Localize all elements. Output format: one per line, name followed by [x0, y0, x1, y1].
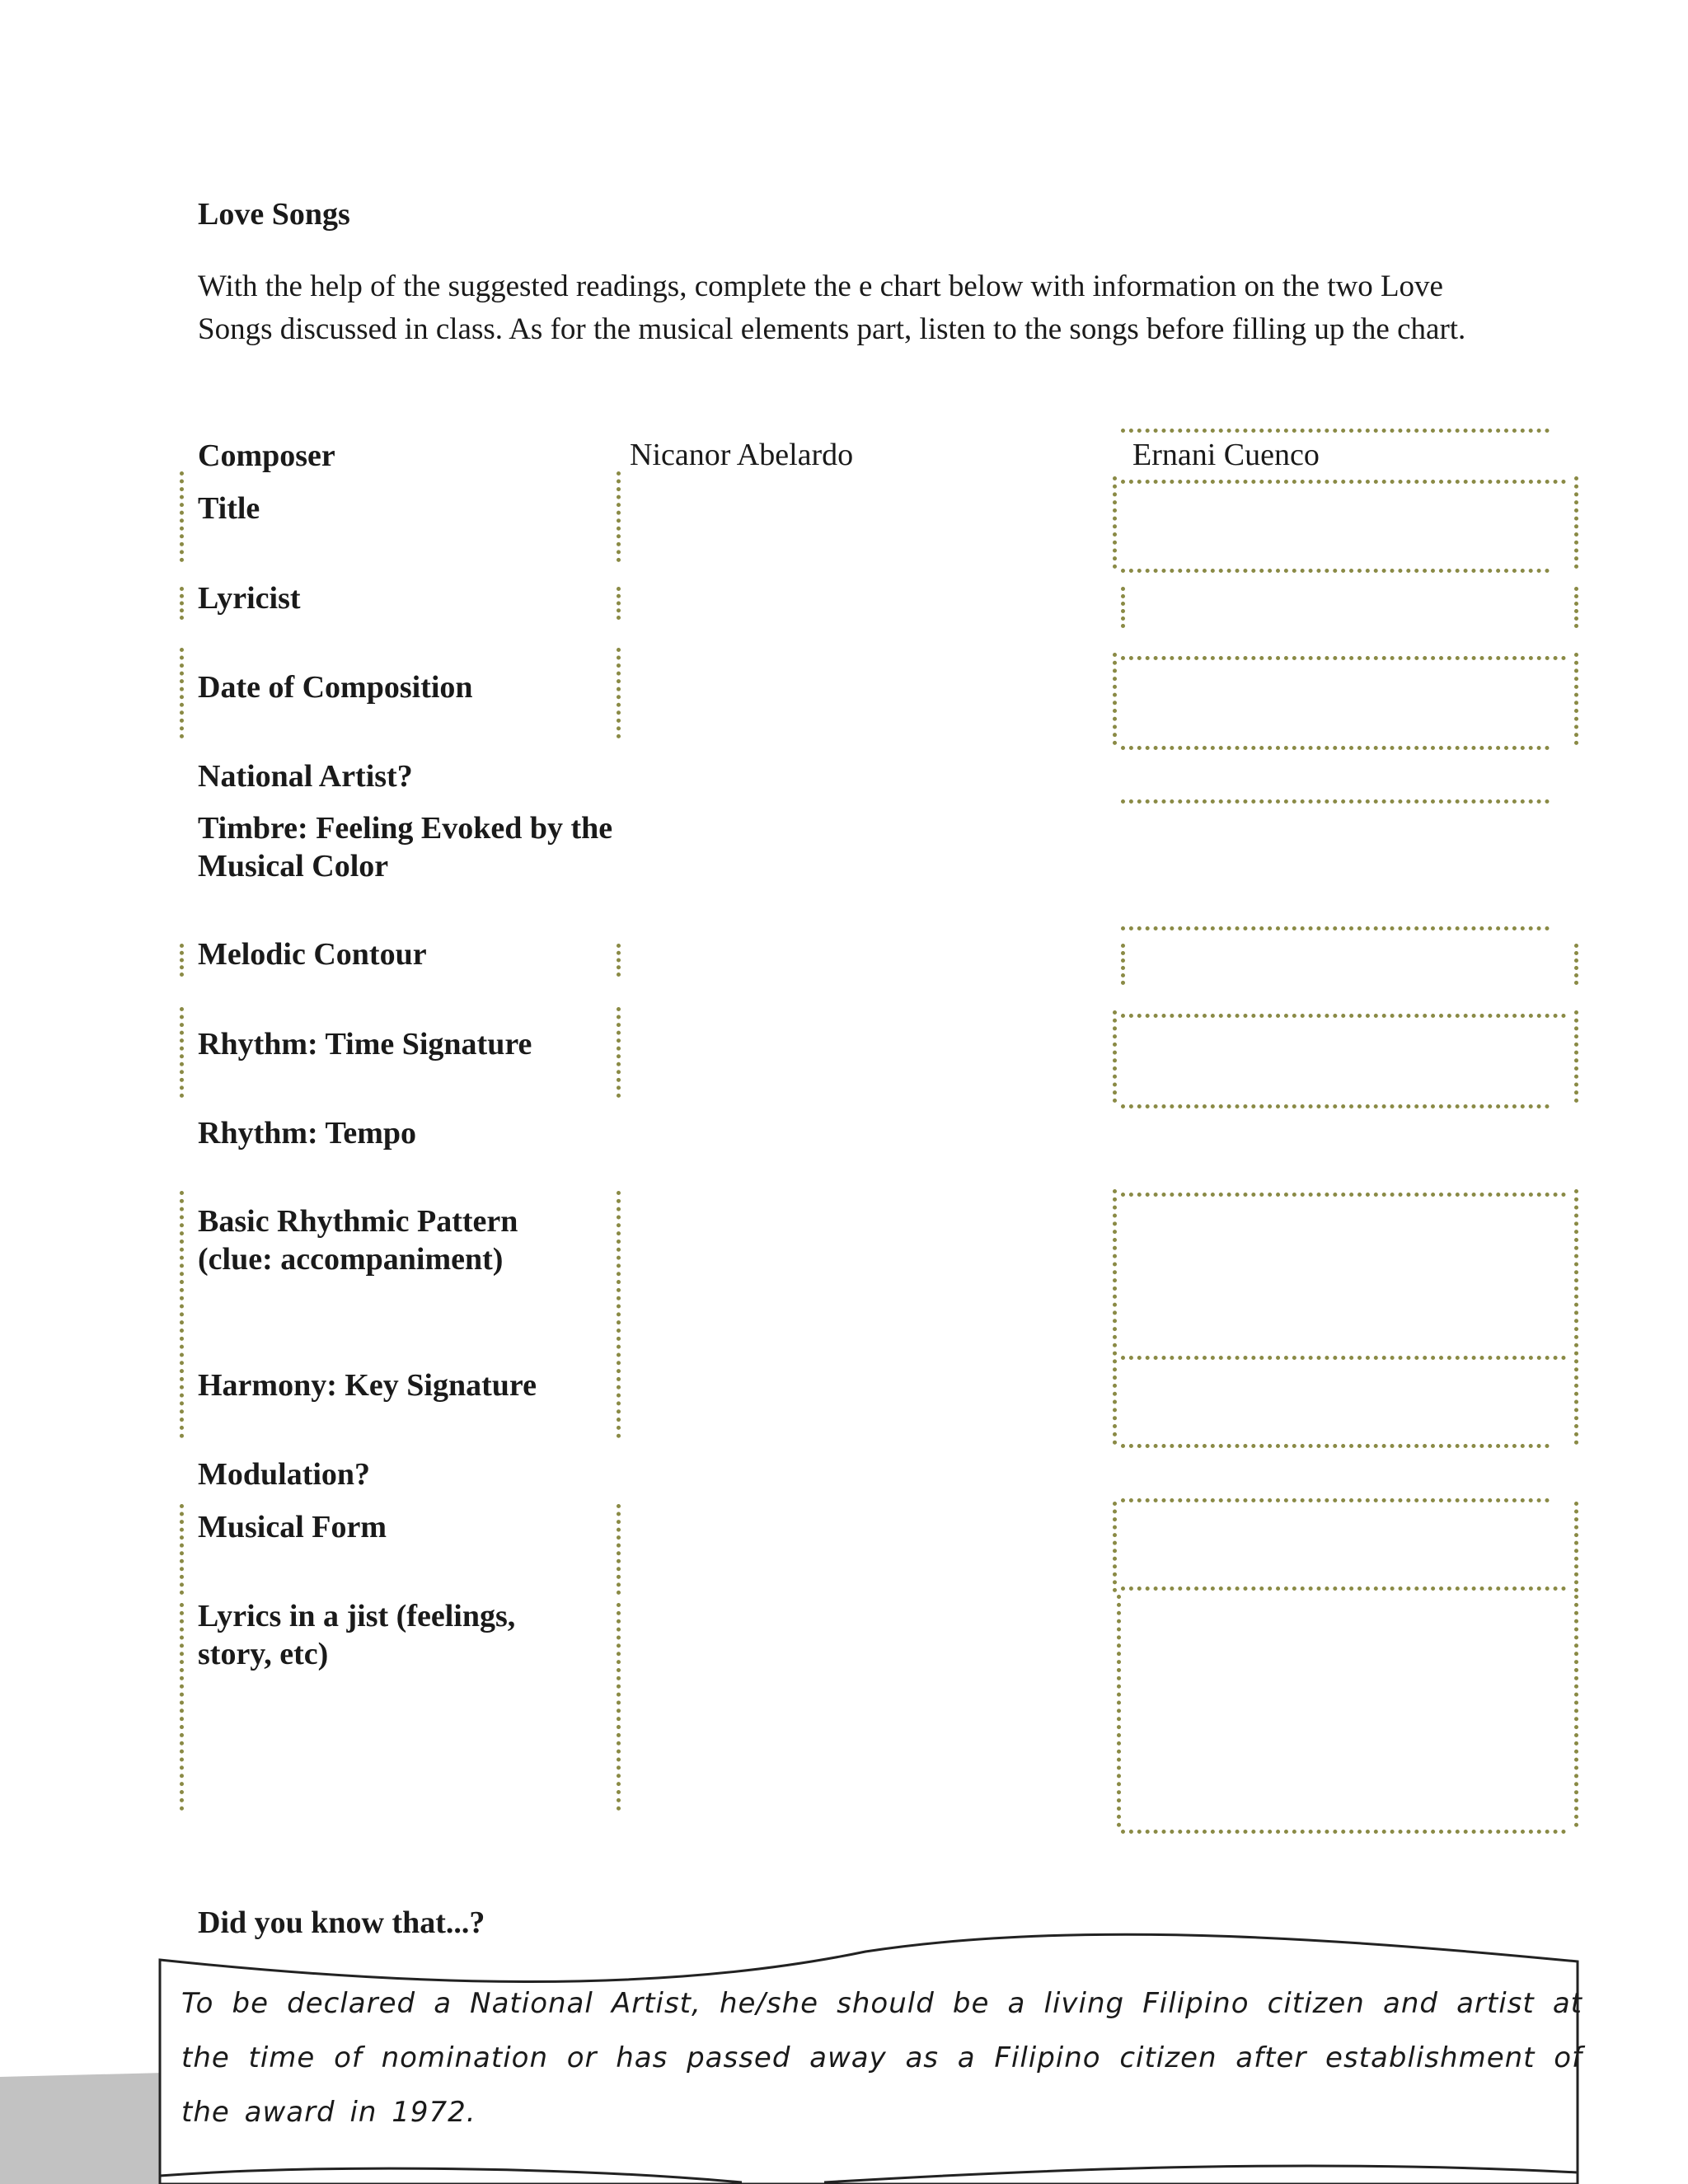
- table-border: [1574, 476, 1578, 569]
- row-label-key-signature: Harmony: Key Signature: [198, 1368, 537, 1403]
- table-border: [1121, 1586, 1566, 1591]
- row-label-timbre: Timbre: Feeling Evoked by the Musical Color: [198, 811, 613, 883]
- row-label-national-artist: National Artist?: [198, 759, 413, 794]
- table-border: [1121, 1356, 1566, 1360]
- row-label-tempo: Rhythm: Tempo: [198, 1116, 416, 1151]
- table-border: [1121, 1104, 1550, 1108]
- table-border: [1121, 746, 1550, 750]
- table-border: [1121, 569, 1550, 573]
- table-border: [1121, 799, 1550, 804]
- row-label-basic-rhythmic-pattern: Basic Rhythmic Pattern (clue: accompaniment): [198, 1204, 518, 1277]
- table-border: [617, 944, 621, 977]
- national-artist-fact: To be declared a National Artist, he/she should be a living Filipino citizen and artist at the time of nomination or has passed away as a Filipino citizen after establishment of the award in 1972.: [181, 1987, 1582, 2129]
- table-border: [1574, 1502, 1578, 1592]
- table-border: [180, 1191, 184, 1438]
- table-border: [617, 1504, 621, 1595]
- table-border: [1113, 1502, 1117, 1592]
- table-border: [180, 1603, 184, 1811]
- table-border: [1113, 653, 1117, 745]
- table-border: [180, 471, 184, 562]
- table-border: [180, 587, 184, 620]
- table-border: [617, 1191, 621, 1438]
- row-label-title: Title: [198, 491, 260, 526]
- table-border: [1574, 944, 1578, 985]
- table-border: [1121, 656, 1566, 660]
- row-label-melodic-contour: Melodic Contour: [198, 937, 427, 972]
- row-label-musical-form: Musical Form: [198, 1510, 387, 1544]
- did-you-know-heading: Did you know that...?: [198, 1905, 485, 1940]
- table-border: [1574, 653, 1578, 745]
- table-border: [180, 944, 184, 977]
- table-border: [617, 587, 621, 620]
- column-header-song-1: Nicanor Abelardo: [630, 438, 854, 472]
- table-border: [1574, 587, 1578, 628]
- table-border: [1121, 1444, 1550, 1448]
- instructions-text: With the help of the suggested readings, complete the e chart below with information on the two Love Songs discussed in class. As for the musical elements part, listen to the songs before filling up the chart.: [198, 269, 1466, 346]
- table-border: [1574, 1010, 1578, 1103]
- row-label-modulation: Modulation?: [198, 1457, 371, 1492]
- table-border: [617, 471, 621, 562]
- table-border: [1113, 1010, 1117, 1103]
- table-border: [1113, 476, 1117, 569]
- row-label-date-of-composition: Date of Composition: [198, 670, 473, 705]
- table-border: [617, 648, 621, 738]
- table-border: [1121, 1193, 1566, 1197]
- section-title: Love Songs: [198, 197, 350, 232]
- row-label-time-signature: Rhythm: Time Signature: [198, 1027, 532, 1062]
- table-border: [1574, 1189, 1578, 1445]
- table-border: [180, 1007, 184, 1098]
- table-border: [617, 1007, 621, 1098]
- table-border: [1121, 1014, 1566, 1018]
- table-border: [1121, 926, 1550, 930]
- table-border: [1121, 429, 1550, 433]
- table-border: [180, 1504, 184, 1595]
- row-label-lyrics: Lyrics in a jist (feelings, story, etc): [198, 1599, 516, 1671]
- row-header-composer: Composer: [198, 438, 335, 473]
- column-header-song-2: Ernani Cuenco: [1132, 438, 1320, 472]
- table-border: [1113, 1189, 1117, 1445]
- callout-shadow: [0, 2073, 165, 2184]
- table-border: [617, 1603, 621, 1811]
- table-border: [1574, 1595, 1578, 1827]
- table-border: [1121, 1498, 1550, 1502]
- table-border: [1121, 587, 1125, 628]
- table-border: [1121, 1830, 1566, 1834]
- table-border: [1117, 1595, 1121, 1827]
- table-border: [1121, 480, 1566, 484]
- table-border: [180, 648, 184, 738]
- table-border: [1121, 944, 1125, 985]
- row-label-lyricist: Lyricist: [198, 581, 301, 616]
